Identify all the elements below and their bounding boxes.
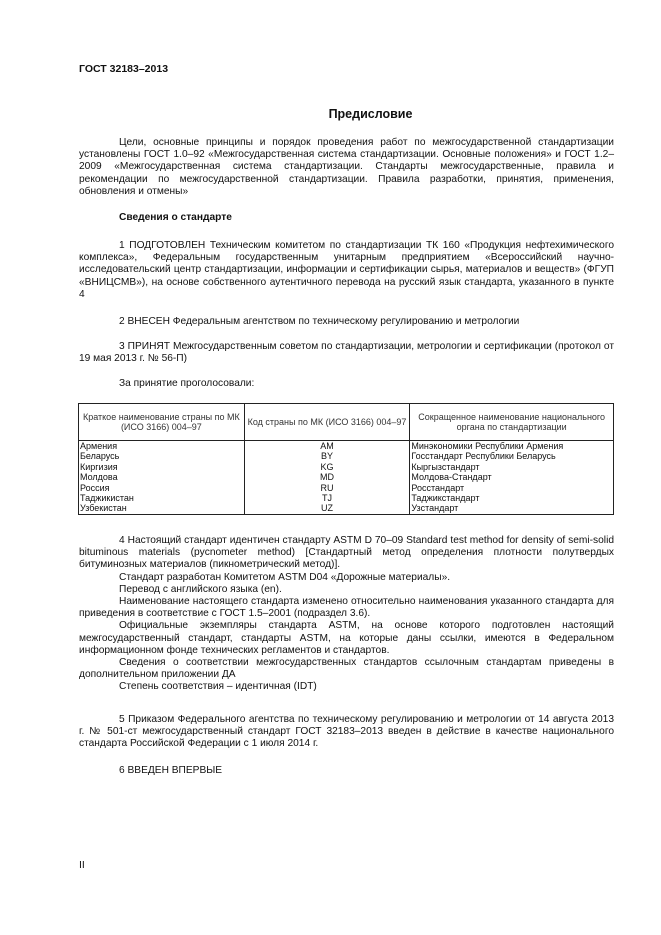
national-body: Кыргызстандарт: [410, 462, 614, 472]
item-3-block: [79, 341, 614, 365]
page-title: Предисловие: [328, 107, 413, 121]
country-code: MD: [244, 472, 410, 482]
intro-block: [79, 137, 614, 198]
vote-table-header-row: [79, 404, 614, 441]
item-1-prepared: 1 ПОДГОТОВЛЕН Техническим комитетом по стандартизации ТК 160 «Продукция нефтехимического комплекса», Федеральным государственным унитарным предприятием «Всероссийский научно-исследовательский центр стандартизации, информации и сертификации сырья, материалов и веществ» (ФГУП «ВНИЦСМВ»), на основе собственного аутентичного перевода на русский язык стандарта, указанного в пункте 4: [79, 240, 614, 300]
country-name: Молдова: [79, 472, 245, 482]
country-name: Россия: [79, 483, 245, 493]
voted-label-block: [79, 378, 614, 390]
item-1-block: [79, 240, 614, 301]
item-4-official-copies: Официальные экземпляры стандарта ASTM, на основе которого подготовлен настоящий межгосударственный стандарт, стандарты ASTM, на которые даны ссылки, имеются в Федеральном информационном фонде технических регламентов и стандартов.: [79, 620, 614, 656]
country-name: Узбекистан: [79, 503, 245, 514]
national-body: Минэкономики Республики Армения: [410, 441, 614, 452]
national-body: Росстандарт: [410, 483, 614, 493]
col-national-body-header: Сокращенное наименование национального органа по стандартизации: [410, 404, 614, 441]
item-2-introduced: 2 ВНЕСЕН Федеральным агентством по техническому регулированию и метрологии: [119, 316, 520, 327]
country-code: BY: [244, 451, 410, 461]
national-body: Узстандарт: [410, 503, 614, 514]
item-4-correspondence: Сведения о соответствии межгосударственных стандартов ссылочным стандартам приведены в дополнительном приложении ДА: [79, 657, 614, 681]
col-country-code-header: Код страны по МК (ИСО 3166) 004–97: [244, 404, 410, 441]
country-name: Таджикистан: [79, 493, 245, 503]
voted-label: За принятие проголосовали:: [119, 378, 255, 389]
table-row: [79, 462, 614, 472]
item-4-committee: Стандарт разработан Комитетом ASTM D04 «Дорожные материалы».: [119, 571, 451, 583]
country-name: Киргизия: [79, 462, 245, 472]
country-code: RU: [244, 483, 410, 493]
table-row: [79, 483, 614, 493]
item-4-degree: Степень соответствия – идентичная (IDT): [119, 681, 317, 693]
item-4-translation: Перевод с английского языка (en).: [119, 583, 282, 595]
section-heading: Сведения о стандарте: [119, 212, 232, 223]
item-2-block: [79, 316, 614, 328]
table-row: [79, 493, 614, 503]
section-heading-block: [79, 212, 614, 224]
country-code: AM: [244, 441, 410, 452]
vote-table: [78, 403, 614, 515]
table-row: [79, 451, 614, 461]
country-name: Армения: [79, 441, 245, 452]
country-name: Беларусь: [79, 451, 245, 461]
col-country-name-header: Краткое наименование страны по МК (ИСО 3166) 004–97: [79, 404, 245, 441]
table-row: [79, 503, 614, 514]
item-4-identity: 4 Настоящий стандарт идентичен стандарту ASTM D 70–09 Standard test method for density of semi-solid bituminous materials (pycnometer method) [Стандартный метод определения плотности полутвердых битуминозных материалов (пикнометрический метод)].: [79, 535, 614, 571]
item-4-name-change: Наименование настоящего стандарта изменено относительно наименования указанного стандарта для приведения в соответствие с ГОСТ 1.5–2001 (подраздел 3.6).: [79, 596, 614, 620]
item-5-block: [79, 714, 614, 751]
item-5-order: 5 Приказом Федерального агентства по техническому регулированию и метрологии от 14 августа 2013 г. № 501-ст межгосударственный стандарт ГОСТ 32183–2013 введен в действие в качестве национального стандарта Российской Федерации с 1 июля 2014 г.: [79, 714, 614, 750]
item-3-adopted: 3 ПРИНЯТ Межгосударственным советом по стандартизации, метрологии и сертификации (протокол от 19 мая 2013 г. № 56-П): [79, 341, 614, 365]
national-body: Молдова-Стандарт: [410, 472, 614, 482]
table-row: [79, 441, 614, 452]
country-code: TJ: [244, 493, 410, 503]
table-row: [79, 472, 614, 482]
document-code-header: ГОСТ 32183–2013: [79, 63, 169, 75]
country-code: UZ: [244, 503, 410, 514]
national-body: Таджикстандарт: [410, 493, 614, 503]
country-code: KG: [244, 462, 410, 472]
intro-paragraph: Цели, основные принципы и порядок проведения работ по межгосударственной стандартизации установлены ГОСТ 1.0–92 «Межгосударственная система стандартизации. Основные положения» и ГОСТ 1.2–2009 «Межгосударственная система стандартизации. Стандарты межгосударственные, правила и рекомендации по межгосударственной стандартизации. Правила разработки, принятия, применения, обновления и отмены»: [79, 137, 614, 197]
item-6-first-introduced: 6 ВВЕДЕН ВПЕРВЫЕ: [119, 765, 223, 776]
item-6-block: [79, 765, 614, 777]
page-number: II: [79, 859, 85, 871]
national-body: Госстандарт Республики Беларусь: [410, 451, 614, 461]
item-4-block: [79, 535, 614, 694]
